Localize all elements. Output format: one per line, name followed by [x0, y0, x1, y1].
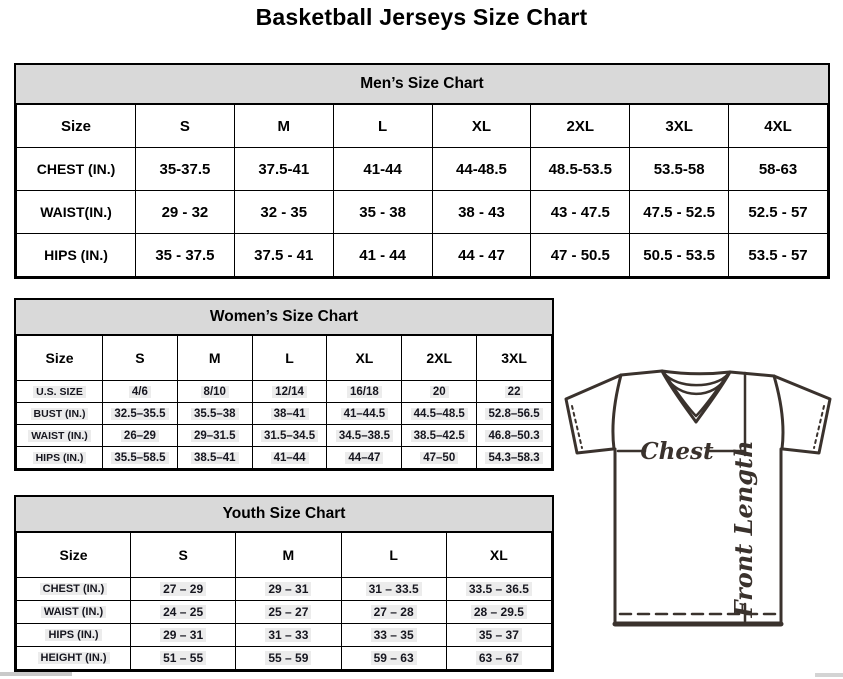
- size-value-cell: 41–44: [252, 447, 327, 469]
- size-value-cell: 16/18: [327, 381, 402, 403]
- column-header: 4XL: [729, 105, 828, 148]
- column-header: XL: [446, 533, 551, 578]
- column-header: M: [177, 336, 252, 381]
- size-value-cell: 33.5 – 36.5: [446, 578, 551, 601]
- size-value-cell: 50.5 - 53.5: [630, 234, 729, 277]
- table-row: [17, 601, 552, 624]
- size-value-cell: 35-37.5: [136, 148, 235, 191]
- womens-size-chart-title: Women’s Size Chart: [16, 300, 552, 335]
- row-label: HIPS (IN.): [17, 624, 131, 647]
- size-value-cell: 53.5-58: [630, 148, 729, 191]
- column-header: 3XL: [630, 105, 729, 148]
- table-row: [17, 403, 552, 425]
- page-title: Basketball Jerseys Size Chart: [255, 4, 588, 30]
- size-value-cell: 31.5–34.5: [252, 425, 327, 447]
- size-value-cell: 41-44: [333, 148, 432, 191]
- size-value-cell: 33 – 35: [341, 624, 446, 647]
- size-value-cell: 27 – 29: [131, 578, 236, 601]
- size-value-cell: 51 – 55: [131, 647, 236, 670]
- size-value-cell: 47.5 - 52.5: [630, 191, 729, 234]
- size-value-cell: 55 – 59: [236, 647, 341, 670]
- size-value-cell: 47 - 50.5: [531, 234, 630, 277]
- row-label: HIPS (IN.): [17, 447, 103, 469]
- size-value-cell: 35.5–58.5: [103, 447, 178, 469]
- row-label: WAIST (IN.): [17, 425, 103, 447]
- table-row: [17, 578, 552, 601]
- table-row: [17, 647, 552, 670]
- youth-size-chart-title: Youth Size Chart: [16, 497, 552, 532]
- row-label: U.S. SIZE: [17, 381, 103, 403]
- size-value-cell: 27 – 28: [341, 601, 446, 624]
- header-row: [17, 105, 828, 148]
- column-header: S: [136, 105, 235, 148]
- youth-size-table: [16, 532, 552, 670]
- column-header: Size: [17, 105, 136, 148]
- size-value-cell: 32.5–35.5: [103, 403, 178, 425]
- row-label: CHEST (IN.): [17, 578, 131, 601]
- column-header: L: [252, 336, 327, 381]
- column-header: M: [236, 533, 341, 578]
- size-value-cell: 35 - 38: [333, 191, 432, 234]
- mens-size-table: [16, 104, 828, 277]
- womens-size-table: [16, 335, 552, 469]
- row-label: WAIST(IN.): [17, 191, 136, 234]
- size-value-cell: 12/14: [252, 381, 327, 403]
- size-value-cell: 28 – 29.5: [446, 601, 551, 624]
- size-value-cell: 44–47: [327, 447, 402, 469]
- jersey-left-seam: [613, 375, 621, 449]
- size-value-cell: 35 - 37.5: [136, 234, 235, 277]
- column-header: 3XL: [477, 336, 552, 381]
- row-label: HIPS (IN.): [17, 234, 136, 277]
- column-header: S: [103, 336, 178, 381]
- column-header: S: [131, 533, 236, 578]
- column-header: L: [341, 533, 446, 578]
- column-header: XL: [432, 105, 531, 148]
- size-value-cell: 32 - 35: [234, 191, 333, 234]
- size-value-cell: 52.8–56.5: [477, 403, 552, 425]
- front-length-label: Front Length: [729, 440, 758, 618]
- row-label: WAIST (IN.): [17, 601, 131, 624]
- size-value-cell: 44.5–48.5: [402, 403, 477, 425]
- column-header: 2XL: [402, 336, 477, 381]
- size-value-cell: 38–41: [252, 403, 327, 425]
- size-value-cell: 37.5-41: [234, 148, 333, 191]
- row-label: HEIGHT (IN.): [17, 647, 131, 670]
- mens-size-chart-title: Men’s Size Chart: [16, 65, 828, 104]
- size-value-cell: 54.3–58.3: [477, 447, 552, 469]
- horizontal-scrollbar-fragment-left[interactable]: [0, 672, 72, 676]
- header-row: [17, 533, 552, 578]
- size-value-cell: 63 – 67: [446, 647, 551, 670]
- jersey-collar-top: [662, 371, 730, 374]
- table-row: [17, 191, 828, 234]
- jersey-measurement-diagram: [558, 362, 843, 662]
- jersey-right-seam: [774, 376, 783, 449]
- size-value-cell: 22: [477, 381, 552, 403]
- youth-size-chart: [14, 495, 554, 672]
- size-value-cell: 31 – 33.5: [341, 578, 446, 601]
- size-value-cell: 41–44.5: [327, 403, 402, 425]
- horizontal-scrollbar-fragment-right[interactable]: [815, 673, 843, 677]
- size-value-cell: 8/10: [177, 381, 252, 403]
- chest-label: Chest: [640, 438, 714, 465]
- size-value-cell: 43 - 47.5: [531, 191, 630, 234]
- size-value-cell: 48.5-53.5: [531, 148, 630, 191]
- size-value-cell: 25 – 27: [236, 601, 341, 624]
- size-value-cell: 38.5–42.5: [402, 425, 477, 447]
- row-label: CHEST (IN.): [17, 148, 136, 191]
- size-value-cell: 37.5 - 41: [234, 234, 333, 277]
- table-row: [17, 148, 828, 191]
- table-row: [17, 425, 552, 447]
- table-row: [17, 234, 828, 277]
- size-value-cell: 20: [402, 381, 477, 403]
- size-value-cell: 52.5 - 57: [729, 191, 828, 234]
- size-value-cell: 35 – 37: [446, 624, 551, 647]
- column-header: Size: [17, 336, 103, 381]
- size-value-cell: 53.5 - 57: [729, 234, 828, 277]
- column-header: L: [333, 105, 432, 148]
- size-value-cell: 31 – 33: [236, 624, 341, 647]
- size-value-cell: 46.8–50.3: [477, 425, 552, 447]
- size-value-cell: 38 - 43: [432, 191, 531, 234]
- table-row: [17, 381, 552, 403]
- size-value-cell: 29 – 31: [236, 578, 341, 601]
- size-value-cell: 26–29: [103, 425, 178, 447]
- size-value-cell: 35.5–38: [177, 403, 252, 425]
- size-value-cell: 38.5–41: [177, 447, 252, 469]
- column-header: XL: [327, 336, 402, 381]
- size-value-cell: 44 - 47: [432, 234, 531, 277]
- mens-size-chart: [14, 63, 830, 279]
- size-value-cell: 59 – 63: [341, 647, 446, 670]
- column-header: 2XL: [531, 105, 630, 148]
- size-value-cell: 47–50: [402, 447, 477, 469]
- size-value-cell: 41 - 44: [333, 234, 432, 277]
- header-row: [17, 336, 552, 381]
- womens-size-chart: [14, 298, 554, 471]
- table-row: [17, 447, 552, 469]
- size-value-cell: 29–31.5: [177, 425, 252, 447]
- table-row: [17, 624, 552, 647]
- size-value-cell: 34.5–38.5: [327, 425, 402, 447]
- size-value-cell: 29 – 31: [131, 624, 236, 647]
- size-value-cell: 44-48.5: [432, 148, 531, 191]
- column-header: Size: [17, 533, 131, 578]
- size-value-cell: 58-63: [729, 148, 828, 191]
- size-value-cell: 29 - 32: [136, 191, 235, 234]
- column-header: M: [234, 105, 333, 148]
- row-label: BUST (IN.): [17, 403, 103, 425]
- size-value-cell: 4/6: [103, 381, 178, 403]
- size-value-cell: 24 – 25: [131, 601, 236, 624]
